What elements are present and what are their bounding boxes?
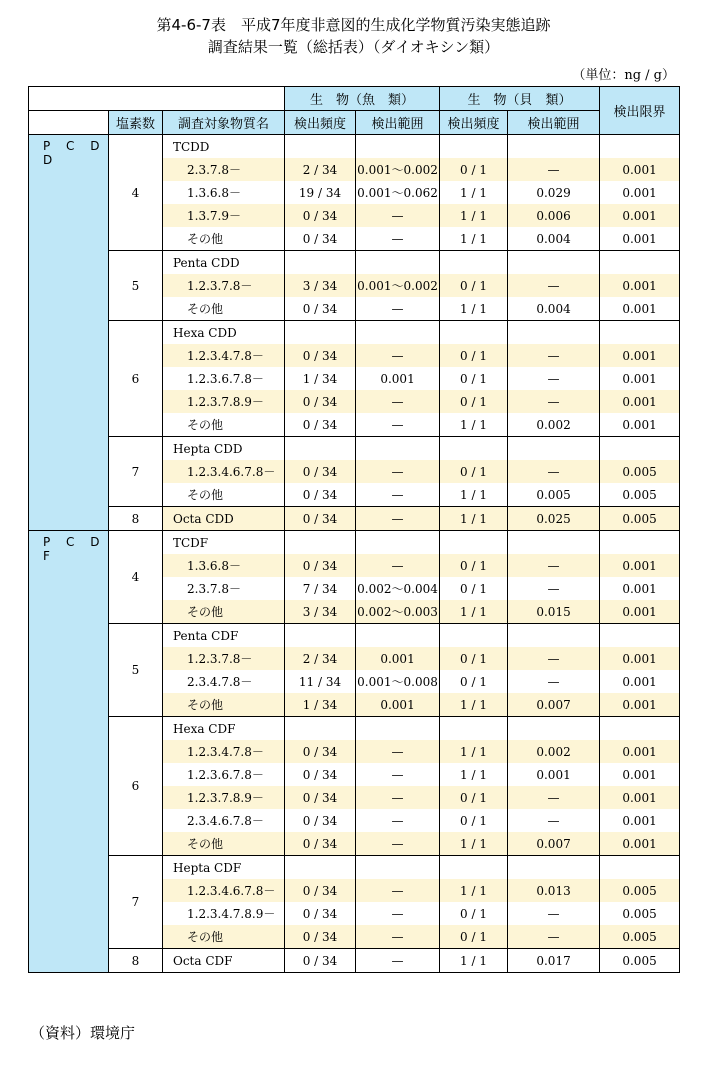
- detection-limit-cell: 0.001: [600, 832, 680, 856]
- fish-range-cell: —: [356, 460, 440, 483]
- detection-limit-cell: [600, 321, 680, 345]
- table-body: [29, 135, 680, 973]
- shell-range-cell: 0.007: [508, 832, 600, 856]
- shell-range-cell: —: [508, 925, 600, 949]
- fish-range-cell: 0.001～0.002: [356, 158, 440, 181]
- chlorine-count-cell: 4: [109, 135, 163, 251]
- table-row: [29, 135, 680, 159]
- substance-name: 2.3.7.8－: [163, 577, 285, 600]
- detection-limit-cell: 0.005: [600, 507, 680, 531]
- shell-frequency-cell: [440, 321, 508, 345]
- table-row: [29, 531, 680, 555]
- shell-range-cell: [508, 321, 600, 345]
- results-table: [28, 86, 680, 973]
- shell-frequency-cell: 1 / 1: [440, 204, 508, 227]
- fish-range-cell: —: [356, 879, 440, 902]
- detection-limit-cell: 0.001: [600, 670, 680, 693]
- substance-name: 1.2.3.7.8.9－: [163, 786, 285, 809]
- fish-frequency-cell: [285, 717, 356, 741]
- fish-frequency-cell: [285, 624, 356, 648]
- detection-limit-cell: 0.001: [600, 181, 680, 204]
- detection-limit-cell: [600, 717, 680, 741]
- shell-range-cell: 0.004: [508, 297, 600, 321]
- fish-range-cell: —: [356, 204, 440, 227]
- fish-frequency-cell: 0 / 34: [285, 344, 356, 367]
- chlorine-count-cell: 7: [109, 856, 163, 949]
- fish-frequency-cell: [285, 321, 356, 345]
- fish-frequency-cell: 11 / 34: [285, 670, 356, 693]
- group-label: P C D D: [29, 135, 109, 531]
- fish-frequency-cell: 2 / 34: [285, 647, 356, 670]
- substance-name: 1.3.7.9－: [163, 204, 285, 227]
- shell-frequency-cell: 1 / 1: [440, 949, 508, 973]
- header-shellfish: 生 物（貝 類）: [440, 87, 600, 111]
- fish-frequency-cell: 0 / 34: [285, 949, 356, 973]
- detection-limit-cell: 0.001: [600, 600, 680, 624]
- fish-frequency-cell: [285, 531, 356, 555]
- fish-frequency-cell: 0 / 34: [285, 786, 356, 809]
- shell-frequency-cell: 0 / 1: [440, 158, 508, 181]
- fish-frequency-cell: 7 / 34: [285, 577, 356, 600]
- shell-frequency-cell: 1 / 1: [440, 297, 508, 321]
- unit-label: （単位：ng / g）: [572, 68, 675, 83]
- chlorine-count-cell: 7: [109, 437, 163, 507]
- fish-range-cell: —: [356, 413, 440, 437]
- shell-range-cell: 0.015: [508, 600, 600, 624]
- detection-limit-cell: 0.001: [600, 344, 680, 367]
- substance-name: Octa CDD: [163, 507, 285, 531]
- header-fish-range: 検出範囲: [356, 111, 440, 135]
- shell-frequency-cell: 1 / 1: [440, 740, 508, 763]
- shell-frequency-cell: 0 / 1: [440, 554, 508, 577]
- fish-frequency-cell: 0 / 34: [285, 227, 356, 251]
- table-row: [29, 624, 680, 648]
- substance-name: Octa CDF: [163, 949, 285, 973]
- fish-frequency-cell: 3 / 34: [285, 600, 356, 624]
- detection-limit-cell: 0.005: [600, 460, 680, 483]
- substance-name: TCDD: [163, 135, 285, 159]
- fish-frequency-cell: 0 / 34: [285, 809, 356, 832]
- substance-name: 1.2.3.4.7.8.9－: [163, 902, 285, 925]
- fish-range-cell: —: [356, 925, 440, 949]
- substance-name: Hepta CDD: [163, 437, 285, 461]
- detection-limit-cell: 0.001: [600, 367, 680, 390]
- shell-range-cell: —: [508, 902, 600, 925]
- fish-frequency-cell: 0 / 34: [285, 297, 356, 321]
- chlorine-count-cell: 4: [109, 531, 163, 624]
- shell-frequency-cell: 0 / 1: [440, 367, 508, 390]
- fish-frequency-cell: 0 / 34: [285, 925, 356, 949]
- fish-range-cell: 0.001: [356, 693, 440, 717]
- substance-name: その他: [163, 600, 285, 624]
- shell-range-cell: —: [508, 809, 600, 832]
- fish-frequency-cell: [285, 135, 356, 159]
- fish-range-cell: [356, 531, 440, 555]
- substance-name: 1.2.3.4.6.7.8－: [163, 460, 285, 483]
- fish-frequency-cell: 0 / 34: [285, 483, 356, 507]
- table-row: [29, 856, 680, 880]
- shell-range-cell: —: [508, 786, 600, 809]
- shell-frequency-cell: [440, 531, 508, 555]
- shell-frequency-cell: 1 / 1: [440, 832, 508, 856]
- substance-name: 1.2.3.7.8－: [163, 647, 285, 670]
- shell-frequency-cell: 1 / 1: [440, 413, 508, 437]
- chlorine-count-cell: 8: [109, 507, 163, 531]
- shell-range-cell: —: [508, 670, 600, 693]
- detection-limit-cell: 0.005: [600, 902, 680, 925]
- shell-range-cell: 0.029: [508, 181, 600, 204]
- fish-range-cell: —: [356, 902, 440, 925]
- substance-name: Hexa CDF: [163, 717, 285, 741]
- substance-name: 1.2.3.7.8.9－: [163, 390, 285, 413]
- substance-name: その他: [163, 227, 285, 251]
- shell-range-cell: [508, 531, 600, 555]
- shell-frequency-cell: [440, 856, 508, 880]
- shell-range-cell: —: [508, 460, 600, 483]
- fish-range-cell: 0.001: [356, 647, 440, 670]
- fish-range-cell: [356, 717, 440, 741]
- shell-range-cell: —: [508, 577, 600, 600]
- shell-frequency-cell: 1 / 1: [440, 879, 508, 902]
- fish-range-cell: 0.001: [356, 367, 440, 390]
- substance-name: 2.3.7.8－: [163, 158, 285, 181]
- fish-range-cell: [356, 321, 440, 345]
- substance-name: 1.2.3.4.7.8－: [163, 740, 285, 763]
- substance-name: Penta CDF: [163, 624, 285, 648]
- shell-range-cell: [508, 717, 600, 741]
- substance-name: その他: [163, 297, 285, 321]
- detection-limit-cell: 0.005: [600, 879, 680, 902]
- chlorine-count-cell: 5: [109, 624, 163, 717]
- detection-limit-cell: [600, 531, 680, 555]
- fish-frequency-cell: 0 / 34: [285, 879, 356, 902]
- shell-frequency-cell: 0 / 1: [440, 670, 508, 693]
- shell-frequency-cell: 0 / 1: [440, 577, 508, 600]
- fish-range-cell: —: [356, 554, 440, 577]
- table-title-line2: 調査結果一覧（総括表）（ダイオキシン類）: [207, 38, 500, 56]
- detection-limit-cell: 0.001: [600, 577, 680, 600]
- detection-limit-cell: 0.001: [600, 740, 680, 763]
- fish-frequency-cell: 2 / 34: [285, 158, 356, 181]
- shell-range-cell: [508, 251, 600, 275]
- substance-name: その他: [163, 832, 285, 856]
- header-chlorine-count: 塩素数: [109, 111, 163, 135]
- detection-limit-cell: 0.005: [600, 925, 680, 949]
- shell-frequency-cell: 0 / 1: [440, 647, 508, 670]
- chlorine-count-cell: 6: [109, 717, 163, 856]
- shell-range-cell: 0.017: [508, 949, 600, 973]
- shell-range-cell: —: [508, 367, 600, 390]
- fish-range-cell: [356, 135, 440, 159]
- chlorine-count-cell: 5: [109, 251, 163, 321]
- substance-name: 1.2.3.6.7.8－: [163, 367, 285, 390]
- fish-range-cell: —: [356, 763, 440, 786]
- shell-frequency-cell: 0 / 1: [440, 925, 508, 949]
- detection-limit-cell: [600, 135, 680, 159]
- detection-limit-cell: 0.001: [600, 390, 680, 413]
- fish-frequency-cell: 0 / 34: [285, 460, 356, 483]
- fish-range-cell: [356, 624, 440, 648]
- shell-range-cell: —: [508, 274, 600, 297]
- shell-range-cell: [508, 624, 600, 648]
- fish-range-cell: —: [356, 483, 440, 507]
- shell-range-cell: —: [508, 554, 600, 577]
- fish-range-cell: 0.001～0.008: [356, 670, 440, 693]
- shell-frequency-cell: 0 / 1: [440, 786, 508, 809]
- detection-limit-cell: 0.001: [600, 693, 680, 717]
- fish-frequency-cell: 19 / 34: [285, 181, 356, 204]
- fish-range-cell: —: [356, 832, 440, 856]
- substance-name: その他: [163, 413, 285, 437]
- fish-frequency-cell: 0 / 34: [285, 204, 356, 227]
- detection-limit-cell: 0.001: [600, 786, 680, 809]
- header-blank-2: [29, 111, 109, 135]
- fish-frequency-cell: 0 / 34: [285, 740, 356, 763]
- fish-frequency-cell: 3 / 34: [285, 274, 356, 297]
- shell-range-cell: 0.004: [508, 227, 600, 251]
- detection-limit-cell: [600, 624, 680, 648]
- shell-frequency-cell: 0 / 1: [440, 809, 508, 832]
- shell-range-cell: [508, 437, 600, 461]
- fish-range-cell: —: [356, 740, 440, 763]
- detection-limit-cell: 0.001: [600, 554, 680, 577]
- shell-frequency-cell: 1 / 1: [440, 507, 508, 531]
- shell-frequency-cell: 1 / 1: [440, 483, 508, 507]
- table-row: [29, 321, 680, 345]
- fish-frequency-cell: 1 / 34: [285, 367, 356, 390]
- fish-range-cell: —: [356, 809, 440, 832]
- shell-range-cell: 0.006: [508, 204, 600, 227]
- fish-frequency-cell: 0 / 34: [285, 554, 356, 577]
- shell-frequency-cell: 1 / 1: [440, 763, 508, 786]
- substance-name: 1.2.3.7.8－: [163, 274, 285, 297]
- detection-limit-cell: 0.005: [600, 483, 680, 507]
- table-row: [29, 949, 680, 973]
- fish-frequency-cell: 0 / 34: [285, 832, 356, 856]
- fish-range-cell: 0.002～0.004: [356, 577, 440, 600]
- fish-range-cell: [356, 251, 440, 275]
- fish-range-cell: —: [356, 297, 440, 321]
- shell-range-cell: 0.001: [508, 763, 600, 786]
- fish-range-cell: —: [356, 949, 440, 973]
- detection-limit-cell: 0.001: [600, 158, 680, 181]
- substance-name: Penta CDD: [163, 251, 285, 275]
- detection-limit-cell: 0.005: [600, 949, 680, 973]
- substance-name: 1.2.3.4.6.7.8－: [163, 879, 285, 902]
- shell-frequency-cell: 1 / 1: [440, 693, 508, 717]
- detection-limit-cell: 0.001: [600, 227, 680, 251]
- fish-range-cell: 0.002～0.003: [356, 600, 440, 624]
- fish-range-cell: —: [356, 786, 440, 809]
- shell-range-cell: [508, 135, 600, 159]
- shell-frequency-cell: 1 / 1: [440, 181, 508, 204]
- fish-range-cell: —: [356, 507, 440, 531]
- shell-frequency-cell: [440, 437, 508, 461]
- table-row: [29, 717, 680, 741]
- fish-frequency-cell: [285, 251, 356, 275]
- fish-range-cell: —: [356, 227, 440, 251]
- detection-limit-cell: 0.001: [600, 763, 680, 786]
- shell-range-cell: [508, 856, 600, 880]
- fish-frequency-cell: 1 / 34: [285, 693, 356, 717]
- fish-range-cell: —: [356, 344, 440, 367]
- fish-frequency-cell: [285, 437, 356, 461]
- group-label: P C D F: [29, 531, 109, 973]
- table-row: [29, 251, 680, 275]
- substance-name: 2.3.4.6.7.8－: [163, 809, 285, 832]
- detection-limit-cell: [600, 437, 680, 461]
- fish-frequency-cell: 0 / 34: [285, 507, 356, 531]
- substance-name: TCDF: [163, 531, 285, 555]
- substance-name: その他: [163, 925, 285, 949]
- header-shell-frequency: 検出頻度: [440, 111, 508, 135]
- table-row: [29, 437, 680, 461]
- substance-name: その他: [163, 693, 285, 717]
- detection-limit-cell: 0.001: [600, 204, 680, 227]
- chlorine-count-cell: 6: [109, 321, 163, 437]
- shell-frequency-cell: 0 / 1: [440, 902, 508, 925]
- shell-frequency-cell: 0 / 1: [440, 390, 508, 413]
- header-fish-frequency: 検出頻度: [285, 111, 356, 135]
- fish-frequency-cell: 0 / 34: [285, 902, 356, 925]
- substance-name: 1.3.6.8－: [163, 554, 285, 577]
- detection-limit-cell: 0.001: [600, 647, 680, 670]
- shell-range-cell: 0.025: [508, 507, 600, 531]
- substance-name: 1.2.3.4.7.8－: [163, 344, 285, 367]
- detection-limit-cell: [600, 856, 680, 880]
- shell-range-cell: —: [508, 390, 600, 413]
- shell-frequency-cell: 0 / 1: [440, 344, 508, 367]
- fish-frequency-cell: 0 / 34: [285, 763, 356, 786]
- header-shell-range: 検出範囲: [508, 111, 600, 135]
- detection-limit-cell: 0.001: [600, 413, 680, 437]
- shell-range-cell: 0.007: [508, 693, 600, 717]
- substance-name: Hexa CDD: [163, 321, 285, 345]
- header-detection-limit: 検出限界: [600, 87, 680, 135]
- shell-range-cell: —: [508, 647, 600, 670]
- header-fish: 生 物（魚 類）: [285, 87, 440, 111]
- substance-name: 2.3.4.7.8－: [163, 670, 285, 693]
- chlorine-count-cell: 8: [109, 949, 163, 973]
- fish-frequency-cell: 0 / 34: [285, 413, 356, 437]
- shell-range-cell: 0.002: [508, 740, 600, 763]
- fish-frequency-cell: 0 / 34: [285, 390, 356, 413]
- substance-name: その他: [163, 483, 285, 507]
- shell-range-cell: —: [508, 344, 600, 367]
- shell-frequency-cell: 0 / 1: [440, 460, 508, 483]
- header-blank: [29, 87, 285, 111]
- shell-frequency-cell: [440, 624, 508, 648]
- substance-name: Hepta CDF: [163, 856, 285, 880]
- shell-frequency-cell: 0 / 1: [440, 274, 508, 297]
- shell-frequency-cell: 1 / 1: [440, 227, 508, 251]
- shell-frequency-cell: 1 / 1: [440, 600, 508, 624]
- fish-range-cell: [356, 856, 440, 880]
- fish-frequency-cell: [285, 856, 356, 880]
- shell-range-cell: 0.005: [508, 483, 600, 507]
- shell-frequency-cell: [440, 135, 508, 159]
- detection-limit-cell: 0.001: [600, 297, 680, 321]
- shell-range-cell: —: [508, 158, 600, 181]
- detection-limit-cell: 0.001: [600, 274, 680, 297]
- detection-limit-cell: 0.001: [600, 809, 680, 832]
- substance-name: 1.3.6.8－: [163, 181, 285, 204]
- substance-name: 1.2.3.6.7.8－: [163, 763, 285, 786]
- shell-range-cell: 0.002: [508, 413, 600, 437]
- table-title-line1: 第4-6-7表 平成7年度非意図的生成化学物質汚染実態追跡: [156, 16, 551, 34]
- table-row: [29, 507, 680, 531]
- fish-range-cell: 0.001～0.002: [356, 274, 440, 297]
- fish-range-cell: 0.001～0.062: [356, 181, 440, 204]
- fish-range-cell: —: [356, 390, 440, 413]
- shell-range-cell: 0.013: [508, 879, 600, 902]
- source-note: （資料）環境庁: [30, 1024, 136, 1042]
- header-substance: 調査対象物質名: [163, 111, 285, 135]
- detection-limit-cell: [600, 251, 680, 275]
- shell-frequency-cell: [440, 251, 508, 275]
- shell-frequency-cell: [440, 717, 508, 741]
- fish-range-cell: [356, 437, 440, 461]
